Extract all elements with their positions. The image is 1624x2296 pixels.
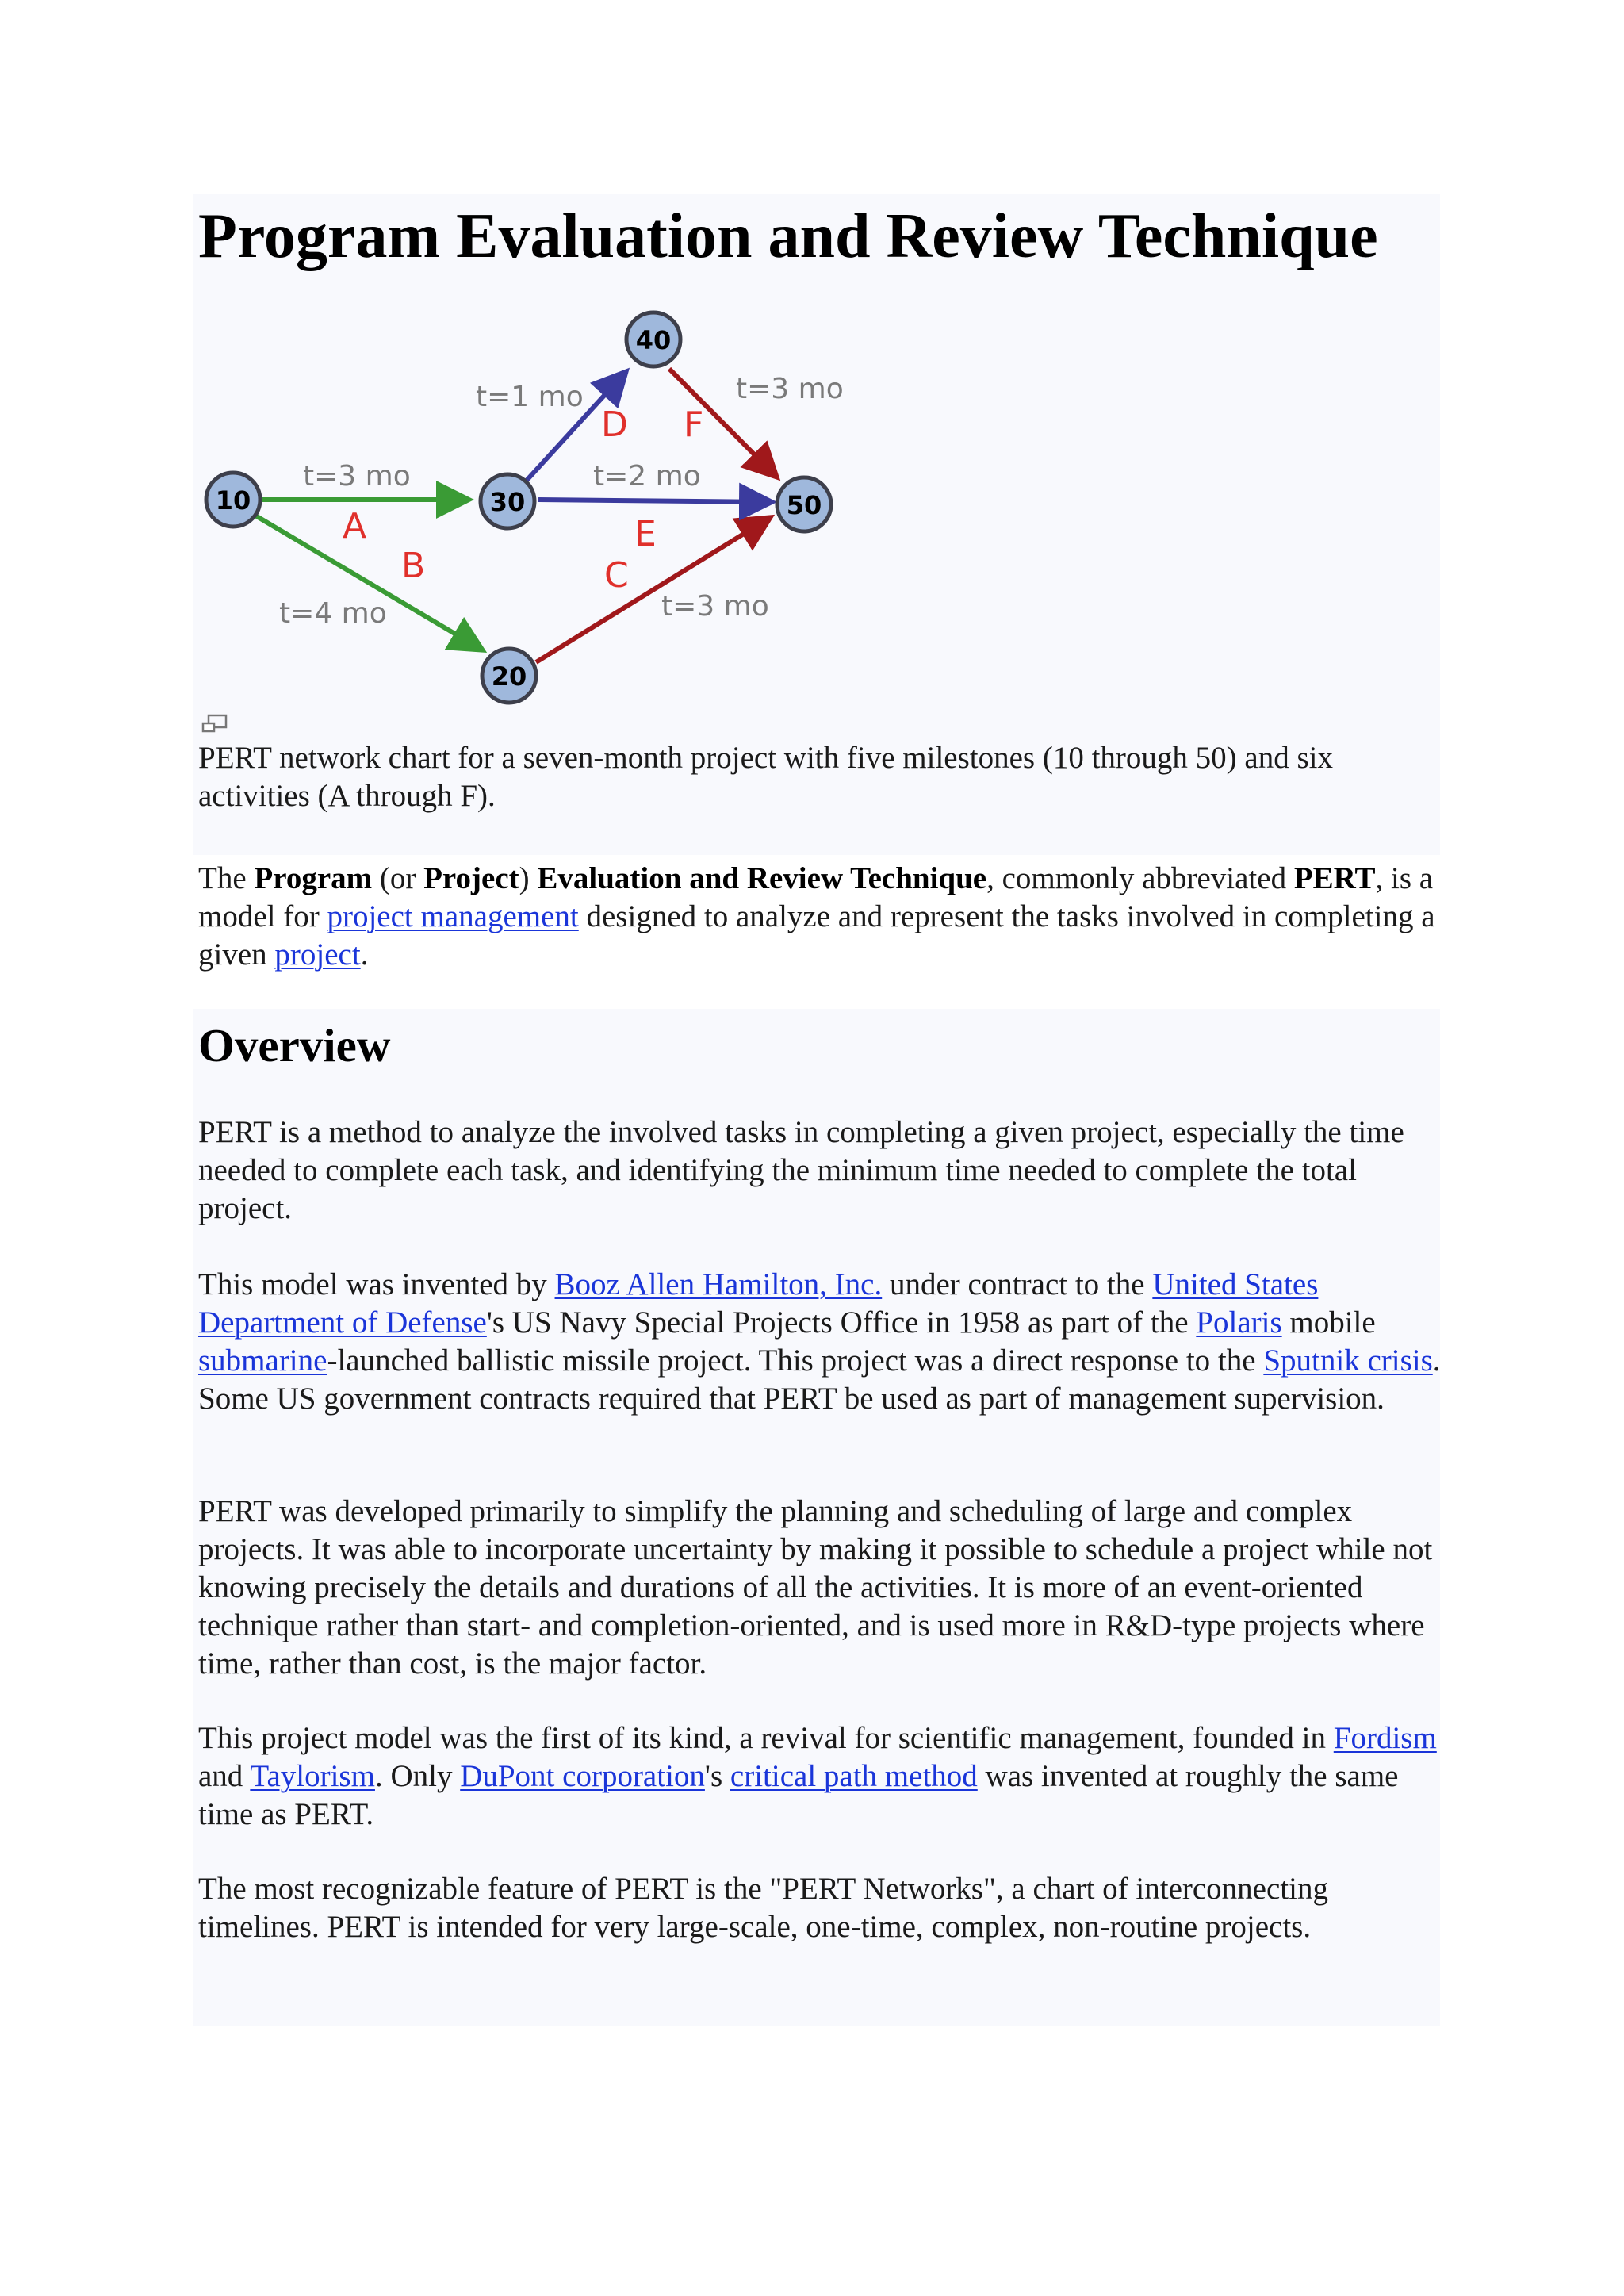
- link-submarine[interactable]: submarine: [198, 1343, 327, 1378]
- overview-paragraph-1: PERT is a method to analyze the involved tasks in completing a given project, especially the time needed to complete each task, and identifying the minimum time needed to complete the total project.: [198, 1115, 1404, 1225]
- link-dupont-corporation[interactable]: DuPont corporation: [460, 1759, 705, 1793]
- link-fordism[interactable]: Fordism: [1333, 1721, 1437, 1755]
- edge-d-activity: D: [601, 404, 628, 445]
- intro-paragraph: The Program (or Project) Evaluation and Review Technique, commonly abbreviated PERT, is a model for project management designed to analyze and represent the tasks involved in completing a given project.: [198, 861, 1435, 972]
- edge-a-duration: t=3 mo: [303, 460, 411, 493]
- node-20: [482, 649, 536, 703]
- node-40: [626, 312, 680, 366]
- page-title: Program Evaluation and Review Technique: [198, 201, 1378, 271]
- link-critical-path-method[interactable]: critical path method: [730, 1759, 978, 1793]
- link-booz-allen-hamilton[interactable]: Booz Allen Hamilton, Inc.: [554, 1267, 883, 1301]
- edge-e-activity: E: [634, 514, 657, 554]
- node-10: [206, 473, 260, 527]
- figure-caption: PERT network chart for a seven-month project with five milestones (10 through 50) and six activities (A through F).: [198, 741, 1333, 813]
- edge-c-activity: C: [604, 555, 629, 596]
- edge-d-duration: t=1 mo: [476, 381, 584, 413]
- enlarge-icon[interactable]: [201, 714, 229, 738]
- link-taylorism[interactable]: Taylorism: [250, 1759, 375, 1793]
- node-50: [777, 477, 831, 531]
- link-polaris[interactable]: Polaris: [1196, 1305, 1282, 1340]
- link-project[interactable]: project: [274, 937, 361, 972]
- overview-paragraph-3: PERT was developed primarily to simplify the planning and scheduling of large and complex projects. It was able to incorporate uncertainty by making it possible to schedule a project while not knowing precisely the details and durations of all the activities. It is more of an event-oriented technique rather than start- and completion-oriented, and is used more in R&D-type projects where time, rather than cost, is the major factor.: [198, 1494, 1433, 1681]
- link-project-management[interactable]: project management: [327, 899, 579, 933]
- edge-b: [255, 516, 483, 650]
- overview-heading: Overview: [198, 1019, 391, 1071]
- edge-f-duration: t=3 mo: [736, 373, 844, 405]
- pert-network-diagram: [193, 301, 852, 714]
- edge-a-activity: A: [343, 506, 367, 546]
- edge-c-duration: t=3 mo: [661, 590, 769, 623]
- svg-text:30: 30: [489, 487, 526, 517]
- svg-text:20: 20: [491, 661, 527, 692]
- link-us-department-of-defense[interactable]: United States Department of Defense: [198, 1267, 1319, 1340]
- overview-paragraph-5: The most recognizable feature of PERT is the "PERT Networks", a chart of interconnecting timelines. PERT is intended for very large-scale, one-time, complex, non-routine projects.: [198, 1872, 1328, 1944]
- edge-b-activity: B: [401, 546, 426, 586]
- overview-paragraph-4: This project model was the first of its kind, a revival for scientific management, founded in Fordism and Taylorism. Only DuPont corporation's critical path method was invented at roughly the same time as PERT.: [198, 1721, 1437, 1831]
- node-30: [481, 474, 534, 528]
- edge-b-duration: t=4 mo: [279, 597, 387, 630]
- overview-paragraph-2: This model was invented by Booz Allen Hamilton, Inc. under contract to the United States Department of Defense's US Navy Special Projects Office in 1958 as part of the Polaris mobile submarine-launched ballistic missile project. This project was a direct response to the Sputnik crisis. Some US government contracts required that PERT be used as part of management supervision.: [198, 1267, 1441, 1416]
- svg-text:40: 40: [635, 325, 672, 355]
- link-sputnik-crisis[interactable]: Sputnik crisis: [1263, 1343, 1433, 1378]
- edge-e-duration: t=2 mo: [593, 460, 701, 493]
- edge-e: [538, 500, 772, 502]
- edge-f-activity: F: [684, 404, 704, 445]
- svg-text:50: 50: [786, 490, 822, 520]
- svg-text:10: 10: [215, 485, 251, 516]
